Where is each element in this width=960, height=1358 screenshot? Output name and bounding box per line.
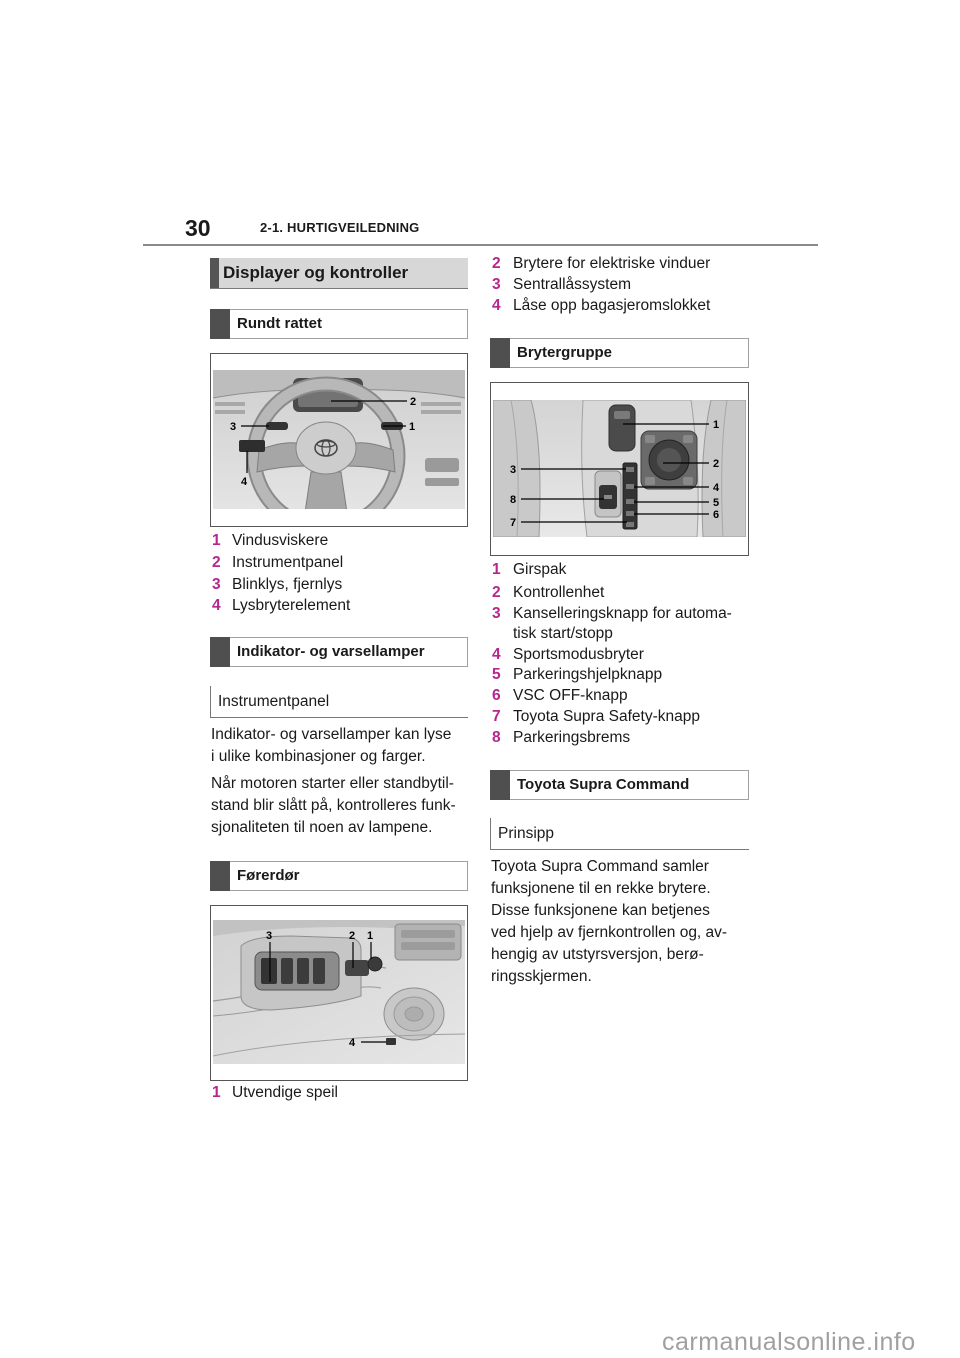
callout-1: 1 bbox=[367, 930, 374, 942]
item-text: Lysbryterelement bbox=[232, 597, 351, 614]
paragraph-line: stand blir slått på, kontrolleres funk- bbox=[211, 797, 456, 814]
item-text: Girspak bbox=[513, 561, 567, 578]
item-text: Sportsmodusbryter bbox=[513, 646, 644, 663]
paragraph-line: Disse funksjonene kan betjenes bbox=[491, 902, 710, 919]
callout-1: 1 bbox=[409, 421, 416, 433]
paragraph-line: Når motoren starter eller standbytil- bbox=[211, 775, 454, 792]
item-number: 3 bbox=[492, 605, 501, 622]
list-item bbox=[212, 554, 462, 572]
list-item bbox=[492, 276, 742, 294]
item-number: 1 bbox=[212, 1084, 221, 1101]
item-text: Blinklys, fjernlys bbox=[232, 576, 343, 593]
item-number: 3 bbox=[492, 276, 501, 293]
minor-heading-label: Prinsipp bbox=[498, 825, 554, 842]
callout-5: 5 bbox=[713, 497, 720, 509]
item-number: 4 bbox=[212, 597, 221, 614]
list-item bbox=[212, 597, 462, 615]
list-item bbox=[212, 576, 462, 594]
item-number: 4 bbox=[492, 646, 501, 663]
item-text: Kanselleringsknapp for automa- bbox=[513, 605, 732, 622]
list-item bbox=[492, 255, 742, 273]
main-heading bbox=[210, 258, 468, 289]
item-text: Toyota Supra Safety-knapp bbox=[513, 708, 700, 725]
minor-heading-instrumentpanel bbox=[210, 686, 468, 718]
callout-2: 2 bbox=[349, 930, 356, 942]
item-number: 2 bbox=[492, 255, 501, 272]
paragraph-line: i ulike kombinasjoner og farger. bbox=[211, 748, 426, 765]
item-text: Instrumentpanel bbox=[232, 554, 344, 571]
item-text: Parkeringsbrems bbox=[513, 729, 631, 746]
callout-2: 2 bbox=[410, 396, 417, 408]
list-item bbox=[492, 646, 742, 664]
callout-4: 4 bbox=[713, 482, 720, 494]
list-item bbox=[492, 687, 742, 705]
item-text: Brytere for elektriske vinduer bbox=[513, 255, 711, 272]
list-item bbox=[492, 297, 742, 315]
callout-3: 3 bbox=[510, 464, 517, 476]
heading-bar bbox=[490, 338, 510, 368]
item-text: Sentrallåssystem bbox=[513, 276, 632, 293]
paragraph-line: funksjonene til en rekke brytere. bbox=[491, 880, 711, 897]
callout-4: 4 bbox=[349, 1037, 356, 1049]
item-number: 2 bbox=[212, 554, 221, 571]
subheading-label: Rundt rattet bbox=[237, 315, 322, 332]
item-text: VSC OFF-knapp bbox=[513, 687, 628, 704]
item-number: 7 bbox=[492, 708, 501, 725]
item-text: Parkeringshjelpknapp bbox=[513, 666, 663, 683]
main-heading-label: Displayer og kontroller bbox=[223, 263, 409, 282]
list-item bbox=[492, 729, 742, 747]
list-item bbox=[212, 532, 462, 550]
switch-cluster-illustration bbox=[490, 382, 749, 556]
heading-bar bbox=[210, 309, 230, 339]
item-number: 5 bbox=[492, 666, 501, 683]
steering-wheel-illustration bbox=[210, 353, 468, 527]
switch-cluster-svg bbox=[491, 383, 748, 555]
callout-3: 3 bbox=[266, 930, 273, 942]
callout-4: 4 bbox=[241, 476, 248, 488]
section-title: 2-1. HURTIGVEILEDNING bbox=[260, 220, 420, 235]
item-text-continuation: tisk start/stopp bbox=[513, 625, 613, 642]
driver-door-svg bbox=[211, 906, 467, 1080]
steering-wheel-svg bbox=[211, 354, 467, 526]
item-number: 1 bbox=[212, 532, 221, 549]
heading-bar bbox=[210, 637, 230, 667]
subheading-door bbox=[210, 861, 468, 891]
driver-door-illustration bbox=[210, 905, 468, 1081]
item-number: 3 bbox=[212, 576, 221, 593]
list-item bbox=[212, 1084, 462, 1102]
callout-1: 1 bbox=[713, 419, 720, 431]
minor-heading-label: Instrumentpanel bbox=[218, 693, 330, 710]
heading-bar bbox=[210, 258, 219, 288]
subheading-label: Indikator- og varsellamper bbox=[237, 643, 425, 660]
subheading-steering bbox=[210, 309, 468, 339]
item-number: 1 bbox=[492, 561, 501, 578]
subheading-indicators bbox=[210, 637, 468, 667]
paragraph-line: sjonaliteten til noen av lampene. bbox=[211, 819, 433, 836]
paragraph-line: ringsskjermen. bbox=[491, 968, 592, 985]
heading-bar bbox=[490, 770, 510, 800]
item-text: Utvendige speil bbox=[232, 1084, 338, 1101]
header-rule bbox=[143, 244, 818, 246]
item-text: Vindusviskere bbox=[232, 532, 329, 549]
list-item bbox=[492, 561, 742, 579]
subheading-label: Toyota Supra Command bbox=[517, 776, 690, 793]
paragraph-line: Indikator- og varsellamper kan lyse bbox=[211, 726, 452, 743]
item-text: Kontrollenhet bbox=[513, 584, 605, 601]
list-item bbox=[492, 666, 742, 684]
callout-7: 7 bbox=[510, 517, 517, 529]
item-number: 6 bbox=[492, 687, 501, 704]
list-item bbox=[492, 584, 742, 602]
paragraph-line: Toyota Supra Command samler bbox=[491, 858, 709, 875]
item-text: Låse opp bagasjeromslokket bbox=[513, 297, 711, 314]
paragraph-line: hengig av utstyrsversjon, berø- bbox=[491, 946, 704, 963]
subheading-label: Førerdør bbox=[237, 867, 300, 884]
callout-2: 2 bbox=[713, 458, 720, 470]
subheading-command bbox=[490, 770, 749, 800]
paragraph-line: ved hjelp av fjernkontrollen og, av- bbox=[491, 924, 728, 941]
callout-6: 6 bbox=[713, 509, 720, 521]
subheading-label: Brytergruppe bbox=[517, 344, 613, 361]
item-number: 2 bbox=[492, 584, 501, 601]
minor-heading-prinsipp bbox=[490, 818, 749, 850]
subheading-switches bbox=[490, 338, 749, 368]
callout-8: 8 bbox=[510, 494, 517, 506]
list-item bbox=[492, 708, 742, 726]
list-item bbox=[492, 605, 742, 623]
item-number: 8 bbox=[492, 729, 501, 746]
page-number: 30 bbox=[185, 215, 211, 241]
heading-bar bbox=[210, 861, 230, 891]
item-number: 4 bbox=[492, 297, 501, 314]
watermark: carmanualsonline.info bbox=[662, 1328, 916, 1356]
callout-3: 3 bbox=[230, 421, 237, 433]
